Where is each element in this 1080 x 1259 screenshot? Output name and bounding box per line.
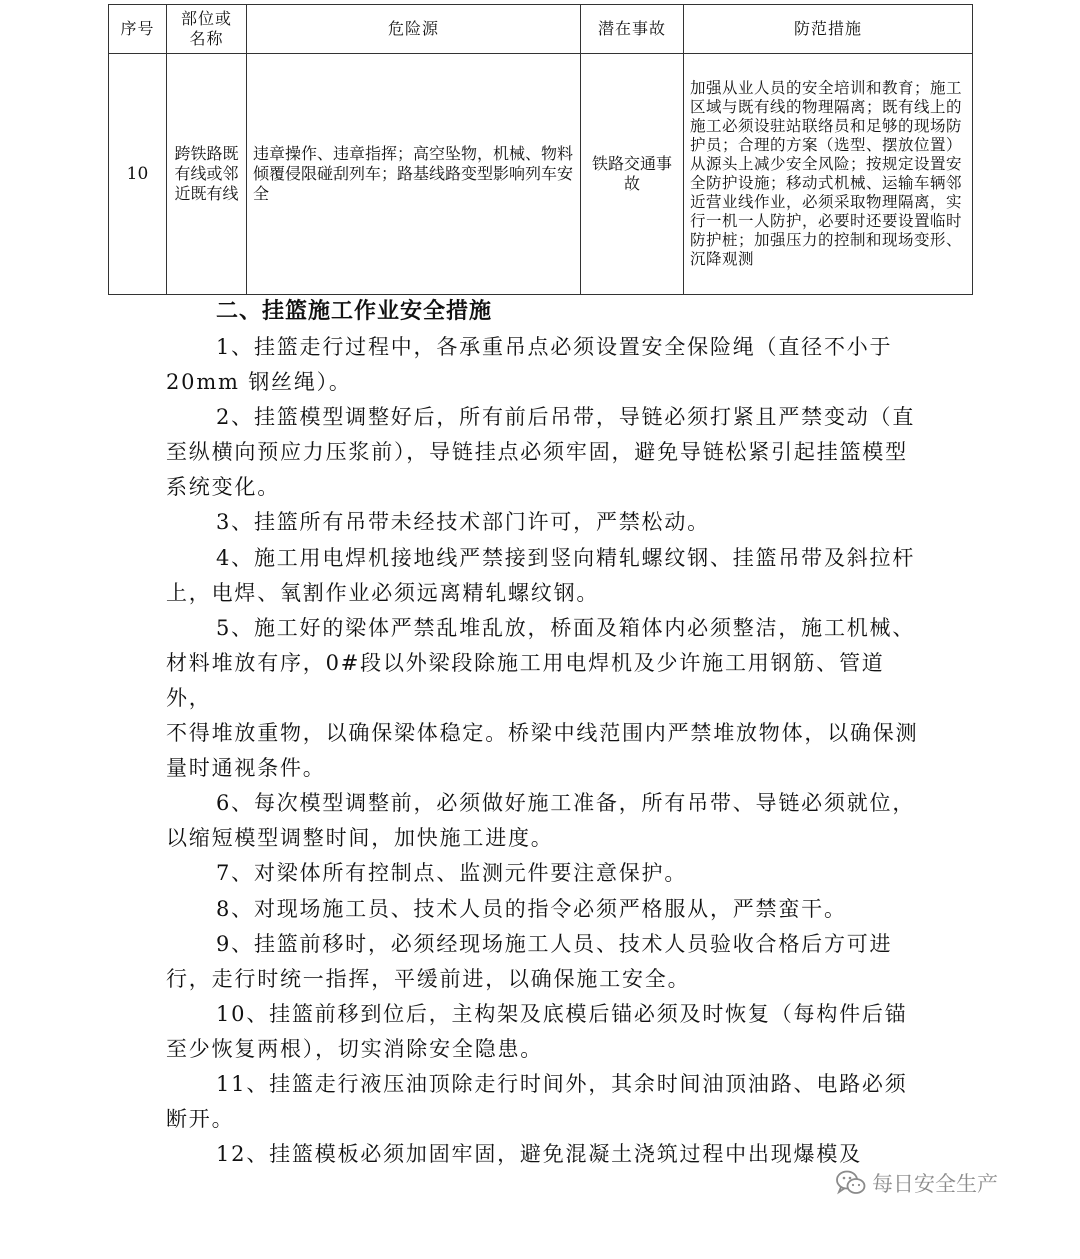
section-title: 二、挂篮施工作业安全措施 bbox=[216, 299, 493, 324]
paragraph-5-cont-2: 不得堆放重物，以确保梁体稳定。桥梁中线范围内严禁堆放物体，以确保测量时通视条件。 bbox=[166, 721, 919, 781]
table-row bbox=[109, 54, 973, 295]
wechat-icon bbox=[836, 1170, 866, 1196]
paragraph-9: 9、挂篮前移时，必须经现场施工人员、技术人员验收合格后方可进行，走行时统一指挥，平缓前进，以确保施工安全。 bbox=[166, 931, 893, 991]
cell-measures: 加强从业人员的安全培训和教育；施工区域与既有线的物理隔离；既有线上的施工必须设驻站联络员和足够的现场防护员；合理的方案（选型、摆放位置）从源头上减少安全风险；按规定设置安全防护设施；移动式机械、运输车辆邻近营业线作业，必须采取物理隔离，实行一机一人防护，必要时还要设置临时防护桩；加强压力的控制和现场变形、沉降观测 bbox=[684, 54, 973, 295]
header-measures: 防范措施 bbox=[684, 5, 973, 54]
cell-hazard: 违章操作、违章指挥；高空坠物，机械、物料倾覆侵限碰刮列车；路基线路变型影响列车安全 bbox=[247, 54, 581, 295]
paragraph-8: 8、对现场施工员、技术人员的指令必须严格服从，严禁蛮干。 bbox=[216, 896, 847, 921]
paragraph-3: 3、挂篮所有吊带未经技术部门许可，严禁松动。 bbox=[216, 510, 710, 535]
paragraph-4: 4、施工用电焊机接地线严禁接到竖向精轧螺纹钢、挂篮吊带及斜拉杆上，电焊、氧割作业必须远离精轧螺纹钢。 bbox=[166, 545, 916, 605]
paragraph-11: 11、挂篮走行液压油顶除走行时间外，其余时间油顶油路、电路必须断开。 bbox=[166, 1071, 908, 1132]
cell-location: 跨铁路既有线或邻近既有线 bbox=[167, 54, 247, 295]
cell-no: 10 bbox=[109, 54, 167, 295]
header-no: 序号 bbox=[109, 5, 167, 54]
paragraph-1: 1、挂篮走行过程中，各承重吊点必须设置安全保险绳（直径不小于 20mm 钢丝绳）。 bbox=[166, 335, 893, 395]
watermark-text: 每日安全生产 bbox=[872, 1172, 998, 1196]
paragraph-2: 2、挂篮模型调整好后，所有前后吊带，导链必须打紧且严禁变动（直至纵横向预应力压浆前），导链挂点必须牢固，避免导链松紧引起挂篮模型系统变化。 bbox=[166, 405, 916, 500]
cell-accident: 铁路交通事故 bbox=[581, 54, 684, 295]
paragraph-6-cont: 以缩短模型调整时间，加快施工进度。 bbox=[166, 826, 554, 851]
header-hazard: 危险源 bbox=[247, 5, 581, 54]
paragraph-6: 6、每次模型调整前，必须做好施工准备，所有吊带、导链必须就位， bbox=[216, 791, 916, 816]
body-text bbox=[166, 330, 926, 1172]
paragraph-5: 5、施工好的梁体严禁乱堆乱放，桥面及箱体内必须整洁，施工机械、 bbox=[216, 615, 916, 640]
paragraph-5-cont-1: 材料堆放有序，0#段以外梁段除施工用电焊机及少许施工用钢筋、管道外， bbox=[166, 650, 885, 710]
header-location: 部位或名称 bbox=[167, 5, 247, 54]
header-accident: 潜在事故 bbox=[581, 5, 684, 54]
paragraph-7: 7、对梁体所有控制点、监测元件要注意保护。 bbox=[216, 861, 688, 886]
table-header-row bbox=[109, 5, 973, 54]
watermark bbox=[836, 1168, 998, 1198]
paragraph-10: 10、挂篮前移到位后，主构架及底模后锚必须及时恢复（每构件后锚至少恢复两根），切实消除安全隐患。 bbox=[166, 1001, 908, 1061]
hazard-table bbox=[108, 4, 973, 295]
paragraph-12: 12、挂篮模板必须加固牢固，避免混凝土浇筑过程中出现爆模及 bbox=[216, 1142, 862, 1167]
